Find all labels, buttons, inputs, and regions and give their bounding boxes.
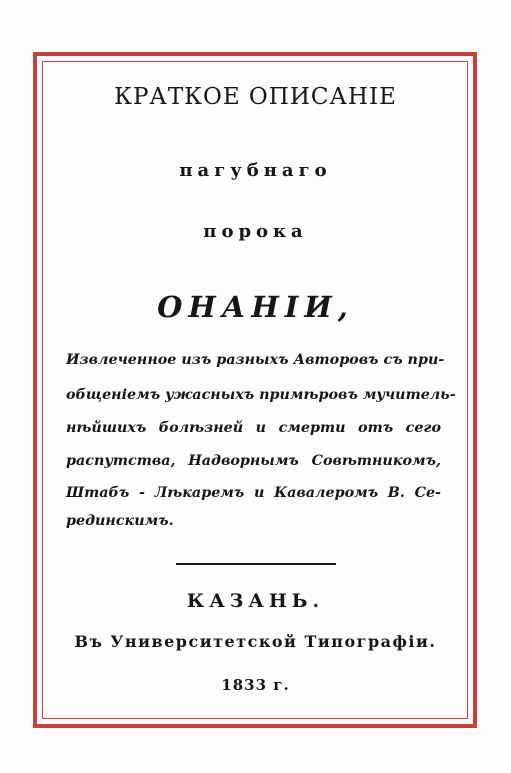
subtitle-line-2: порока — [203, 221, 308, 242]
publication-year: 1833 г. — [221, 676, 290, 694]
description-line-4: распутства, Надворнымъ Совѣтникомъ, — [66, 453, 441, 469]
subtitle-line-1: пагубнаго — [179, 160, 332, 181]
divider-rule — [176, 563, 336, 565]
description-line-5: Штабъ - Лѣкаремъ и Кавалеромъ В. Се- — [66, 485, 441, 501]
description-line-3: нѣйшихъ болѣзней и смерти отъ сего — [66, 420, 441, 436]
book-title: КРАТКОЕ ОПИСАНIЕ — [114, 84, 397, 110]
description-line-2: общенiемъ ужасныхъ примѣровъ мучитель- — [66, 387, 456, 403]
printer-line: Въ Университетской Типографiи. — [74, 632, 437, 651]
description-line-6: рединскимъ. — [66, 513, 174, 529]
main-title-word: ОНАНIИ, — [157, 290, 354, 324]
publication-city: КАЗАНЬ. — [186, 590, 325, 612]
description-line-1: Извлеченное изъ разныхъ Авторовъ съ при- — [66, 352, 445, 368]
